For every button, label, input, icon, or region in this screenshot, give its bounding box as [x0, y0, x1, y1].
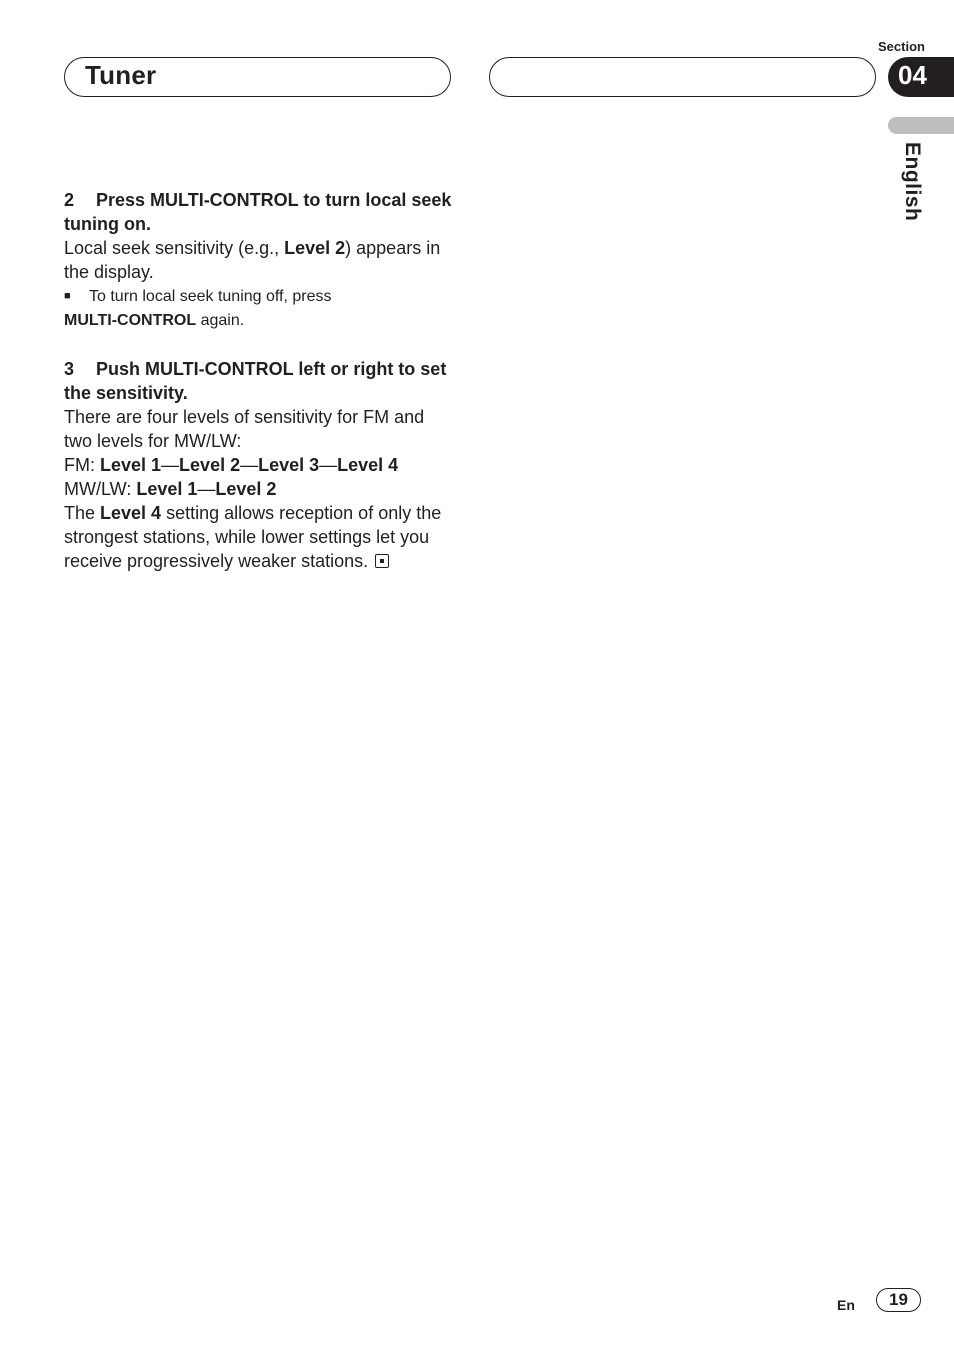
- step-3-closing: [64, 501, 454, 573]
- footer-lang-code: En: [837, 1297, 855, 1313]
- step-3-text: Push MULTI-CONTROL left or right to set the sensitivity.: [64, 359, 447, 403]
- end-of-section-icon: [375, 554, 389, 568]
- mwlw-level-1: Level 1: [136, 479, 198, 499]
- step-2-text: Press MULTI-CONTROL to turn local seek tuning on.: [64, 190, 452, 234]
- step-2-body-pre: Local seek sensitivity (e.g.,: [64, 238, 285, 258]
- step-2-body-bold: Level 2: [284, 238, 346, 258]
- dash: —: [240, 455, 259, 475]
- dash: —: [161, 455, 180, 475]
- title-frame: [64, 57, 451, 97]
- step-3-closing-pre: The: [64, 503, 101, 523]
- step-2-note-post: again.: [196, 312, 245, 329]
- step-2-body-post: ) appears in the display.: [64, 238, 441, 282]
- fm-level-1: Level 1: [100, 455, 162, 475]
- step-3-body: There are four levels of sensitivity for FM and two levels for MW/LW:: [64, 407, 425, 451]
- square-bullet-icon: ■: [64, 290, 71, 302]
- blank-header-frame: [489, 57, 876, 97]
- fm-level-3: Level 3: [258, 455, 320, 475]
- mwlw-label: MW/LW:: [64, 479, 137, 499]
- dash: —: [197, 479, 216, 499]
- mwlw-level-2: Level 2: [215, 479, 277, 499]
- mwlw-levels-line: [64, 477, 454, 501]
- step-2-heading: [64, 188, 454, 236]
- fm-level-4: Level 4: [337, 455, 399, 475]
- fm-levels-line: [64, 453, 454, 477]
- page-number: 19: [876, 1288, 921, 1312]
- dash: —: [319, 455, 338, 475]
- step-2-note: [64, 284, 454, 333]
- step-3-heading: [64, 357, 454, 405]
- step-2-note-bold: MULTI-CONTROL: [64, 312, 197, 329]
- step-3-closing-post: setting allows reception of only the strongest stations, while lower settings let you receive progressively weaker stations.: [64, 503, 442, 571]
- main-column: [64, 188, 454, 573]
- language-tab-bar: [888, 117, 954, 134]
- section-label: Section: [878, 39, 925, 54]
- page-title: Tuner: [85, 60, 157, 90]
- step-2-note-pre: To turn local seek tuning off, press: [89, 288, 332, 305]
- section-number: 04: [898, 60, 927, 90]
- step-2-number: 2: [64, 190, 75, 210]
- language-label: English: [901, 142, 924, 222]
- fm-label: FM:: [64, 455, 100, 475]
- fm-level-2: Level 2: [179, 455, 241, 475]
- step-3-closing-bold: Level 4: [100, 503, 162, 523]
- step-2-body: [64, 236, 454, 284]
- section-tab: [888, 57, 954, 97]
- step-3-number: 3: [64, 359, 75, 379]
